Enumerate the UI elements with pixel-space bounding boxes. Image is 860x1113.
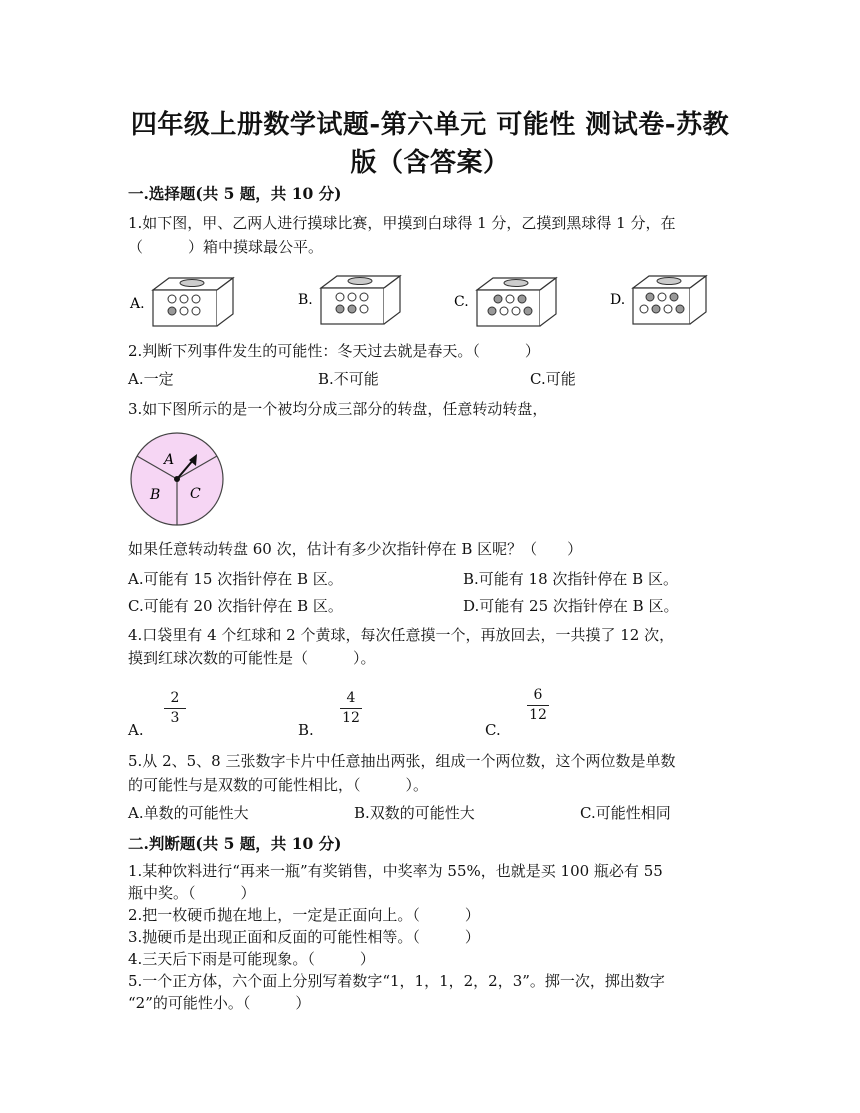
- q4-option-a-denominator: 3: [170, 710, 180, 726]
- q2-text: 2.判断下列事件发生的可能性：冬天过去就是春天。（ ）: [128, 342, 540, 360]
- q2-option-c: C.可能: [530, 370, 576, 388]
- q4-option-b-numerator: 4: [346, 690, 356, 706]
- q2-option-a: A.一定: [128, 370, 174, 388]
- title-line-1: 四年级上册数学试题-第六单元 可能性 测试卷-苏教: [130, 110, 730, 140]
- q5-text-line-1: 5.从 2、5、8 三张数字卡片中任意抽出两张，组成一个两位数，这个两位数是单数: [128, 752, 676, 770]
- q1-text-line-1: 1.如下图，甲、乙两人进行摸球比赛，甲摸到白球得 1 分，乙摸到黑球得 1 分，在: [128, 214, 676, 232]
- q1-ball-boxes-figure: [120, 268, 720, 332]
- title-line-2: 版（含答案）: [350, 148, 510, 178]
- q4-option-b-denominator: 12: [342, 710, 360, 726]
- tf-q5-line-2: “2”的可能性小。（ ）: [128, 994, 311, 1012]
- q4-text-line-1: 4.口袋里有 4 个红球和 2 个黄球，每次任意摸一个，再放回去，一共摸了 12 次，: [128, 626, 675, 644]
- tf-q1-line-2: 瓶中奖。（ ）: [128, 884, 256, 902]
- tf-q5-line-1: 5.一个正方体，六个面上分别写着数字“1，1，1，2，2，3”。掷一次，掷出数字: [128, 972, 665, 990]
- box-d: [610, 276, 706, 324]
- q4-option-a-label: A.: [128, 721, 144, 739]
- section-heading-choice: 一.选择题(共 5 题，共 10 分): [128, 184, 342, 203]
- section-heading-true-false: 二.判断题(共 5 题，共 10 分): [128, 834, 342, 853]
- tf-q1-line-1: 1.某种饮料进行“再来一瓶”有奖销售，中奖率为 55%，也就是买 100 瓶必有 55: [128, 862, 663, 880]
- q2-option-b: B.不可能: [318, 370, 379, 388]
- q3-spinner-figure: [128, 432, 228, 528]
- q3-option-c: C.可能有 20 次指针停在 B 区。: [128, 597, 343, 615]
- box-c: [454, 278, 556, 326]
- q4-option-c-numerator: 6: [533, 687, 543, 703]
- box-c-label: C.: [454, 294, 469, 310]
- q1-text-line-2: （ ）箱中摸球最公平。: [128, 238, 324, 256]
- box-d-label: D.: [610, 292, 626, 308]
- box-a-label: A.: [130, 296, 145, 312]
- box-b: [298, 276, 400, 324]
- q4-option-b-label: B.: [298, 721, 314, 739]
- q5-option-b: B.双数的可能性大: [354, 804, 475, 822]
- tf-q2: 2.把一枚硬币抛在地上，一定是正面向上。（ ）: [128, 906, 480, 924]
- page-title: [100, 106, 760, 182]
- tf-q3: 3.抛硬币是出现正面和反面的可能性相等。（ ）: [128, 928, 480, 946]
- q3-question: 如果任意转动转盘 60 次，估计有多少次指针停在 B 区呢？（ ）: [128, 540, 583, 558]
- spinner-label-b: B: [150, 487, 161, 503]
- spinner-label-a: A: [164, 452, 175, 468]
- q4-option-a-fraction: [160, 690, 190, 727]
- q4-option-c-denominator: 12: [529, 707, 547, 723]
- q4-text-line-2: 摸到红球次数的可能性是（ ）。: [128, 649, 376, 667]
- tf-q4: 4.三天后下雨是可能现象。（ ）: [128, 950, 375, 968]
- spinner-label-c: C: [190, 486, 201, 502]
- q5-option-c: C.可能性相同: [580, 804, 671, 822]
- q5-text-line-2: 的可能性与是双数的可能性相比，（ ）。: [128, 776, 429, 794]
- q3-option-a: A.可能有 15 次指针停在 B 区。: [128, 570, 343, 588]
- q4-option-a-numerator: 2: [170, 690, 180, 706]
- q4-option-b-fraction: [336, 690, 366, 727]
- q5-option-a: A.单数的可能性大: [128, 804, 249, 822]
- q3-option-d: D.可能有 25 次指针停在 B 区。: [463, 597, 679, 615]
- q4-option-c-label: C.: [485, 721, 501, 739]
- box-b-label: B.: [298, 292, 313, 308]
- box-a: [129, 278, 233, 326]
- q4-option-c-fraction: [523, 687, 553, 724]
- q3-option-b: B.可能有 18 次指针停在 B 区。: [463, 570, 678, 588]
- q3-text: 3.如下图所示的是一个被均分成三部分的转盘，任意转动转盘，: [128, 400, 548, 418]
